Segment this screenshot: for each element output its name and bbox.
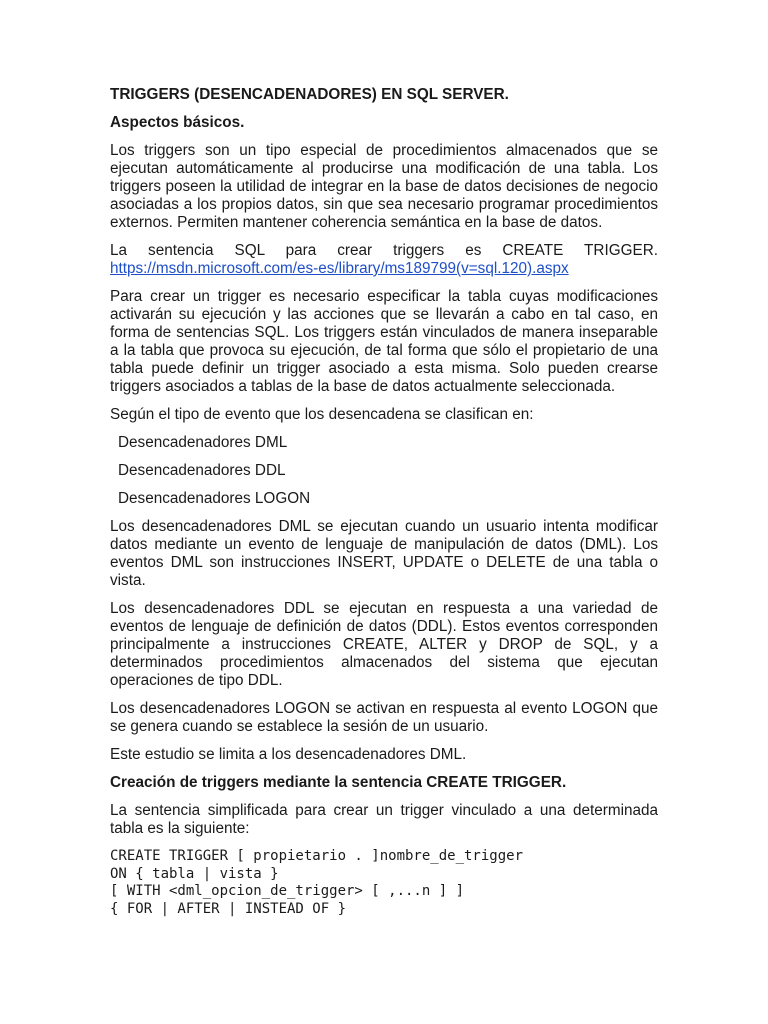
document-title: TRIGGERS (DESENCADENADORES) EN SQL SERVER. — [110, 86, 509, 103]
code-line: [ WITH <dml_opcion_de_trigger> [ ,...n ] ] — [110, 883, 465, 899]
paragraph-dml: Los desencadenadores DML se ejecutan cuando un usuario intenta modificar datos mediante un evento de lenguaje de manipulación de datos (DML). Los eventos DML son instrucciones INSERT, UPDATE o DELETE de una tabla o vista. — [110, 518, 658, 589]
paragraph-requirements: Para crear un trigger es necesario especificar la tabla cuyas modificaciones activarán su ejecución y las acciones que se llevarán a cabo en tal caso, en forma de sentencias SQL. Los triggers están vinculados de manera inseparable a la tabla que provoca su ejecución, de tal forma que sólo el propietario de una tabla puede definir un trigger asociado a esta misma. Solo pueden crearse triggers asociados a tablas de la base de datos actualmente seleccionada. — [110, 288, 658, 395]
document-body — [110, 86, 658, 918]
list-item-logon: Desencadenadores LOGON — [118, 490, 311, 507]
code-line: CREATE TRIGGER [ propietario . ]nombre_de_trigger — [110, 848, 524, 864]
paragraph-create-trigger — [110, 242, 658, 278]
list-item-ddl: Desencadenadores DDL — [118, 462, 286, 479]
paragraph-classification: Según el tipo de evento que los desencadena se clasifican en: — [110, 406, 534, 423]
paragraph-logon: Los desencadenadores LOGON se activan en respuesta al evento LOGON que se genera cuando se establece la sesión de un usuario. — [110, 700, 658, 735]
paragraph-ddl: Los desencadenadores DDL se ejecutan en respuesta a una variedad de eventos de lenguaje de definición de datos (DDL). Estos eventos corresponden principalmente a instrucciones CREATE, ALTER y DROP de SQL, y a determinados procedimientos almacenados del sistema que ejecutan operaciones de tipo DDL. — [110, 600, 658, 689]
trigger-types-list — [110, 434, 658, 508]
paragraph-create-trigger-text: La sentencia SQL para crear triggers es CREATE TRIGGER. — [110, 242, 658, 259]
paragraph-intro: Los triggers son un tipo especial de procedimientos almacenados que se ejecutan automáticamente al producirse una modificación de una tabla. Los triggers poseen la utilidad de integrar en la base de datos decisiones de negocio asociadas a los propios datos, sin que sea necesario programar procedimientos externos. Permiten mantener coherencia semántica en la base de datos. — [110, 142, 658, 231]
paragraph-scope: Este estudio se limita a los desencadenadores DML. — [110, 746, 467, 763]
code-line: ON { tabla | vista } — [110, 865, 279, 882]
code-block — [110, 848, 658, 918]
msdn-link[interactable]: https://msdn.microsoft.com/es-es/library/ms189799(v=sql.120).aspx — [110, 260, 569, 277]
section-heading-create-trigger: Creación de triggers mediante la sentencia CREATE TRIGGER. — [110, 774, 567, 791]
list-item-dml: Desencadenadores DML — [118, 434, 288, 451]
section-heading-basics: Aspectos básicos. — [110, 114, 245, 131]
code-line: { FOR | AFTER | INSTEAD OF } — [110, 900, 347, 917]
paragraph-syntax-intro: La sentencia simplificada para crear un trigger vinculado a una determinada tabla es la siguiente: — [110, 802, 658, 837]
